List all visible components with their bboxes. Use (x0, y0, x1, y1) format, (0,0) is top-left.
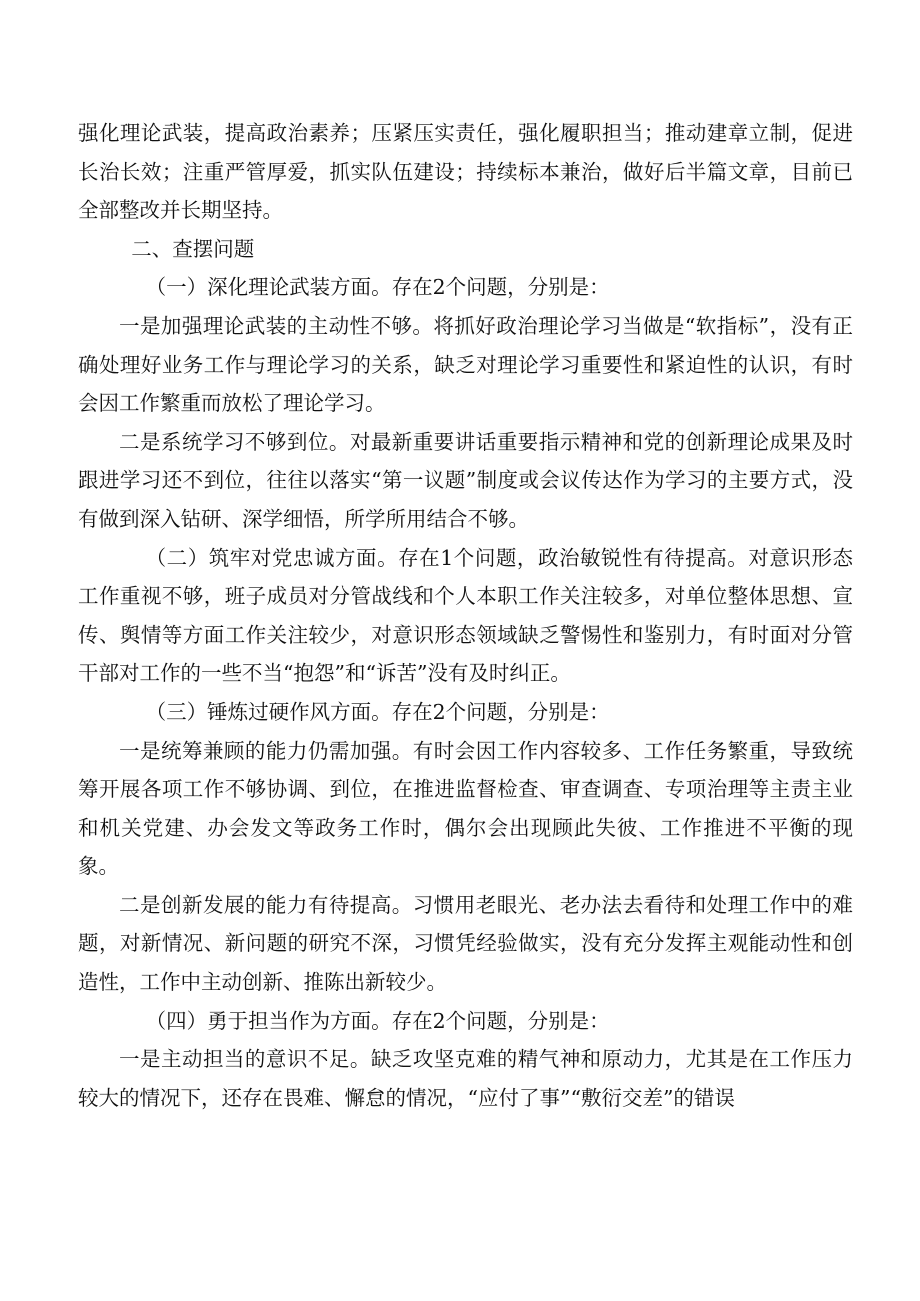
subsection-heading-3: （三）锤炼过硬作风方面。存在2个问题，分别是： (145, 699, 610, 724)
subsection-heading-4: （四）勇于担当作为方面。存在2个问题，分别是： (145, 1008, 610, 1033)
document-body (78, 114, 853, 1117)
paragraph: 一是主动担当的意识不足。缺乏攻坚克难的精气神和原动力，尤其是在工作压力较大的情况下，还存在畏难、懈怠的情况，“应付了事”“敷衍交差”的错误 (78, 1047, 853, 1110)
paragraph: 二是系统学习不够到位。对最新重要讲话重要指示精神和党的创新理论成果及时跟进学习还不到位，往往以落实“第一议题”制度或会议传达作为学习的主要方式，没有做到深入钻研、深学细悟，所学所用结合不够。 (78, 429, 853, 531)
subsection-heading-1: （一）深化理论武装方面。存在2个问题，分别是： (145, 275, 610, 300)
subsection-paragraph-2: （二）筑牢对党忠诚方面。存在1个问题，政治敏锐性有待提高。对意识形态工作重视不够，班子成员对分管战线和个人本职工作关注较多，对单位整体思想、宣传、舆情等方面工作关注较少，对意识形态领域缺乏警惕性和鉴别力，有时面对分管干部对工作的一些不当“抱怨”和“诉苦”没有及时纠正。 (78, 545, 853, 686)
paragraph: 一是统筹兼顾的能力仍需加强。有时会因工作内容较多、工作任务繁重，导致统筹开展各项工作不够协调、到位，在推进监督检查、审查调查、专项治理等主责主业和机关党建、办会发文等政务工作时，偶尔会出现顾此失彼、工作推进不平衡的现象。 (78, 738, 853, 879)
paragraph: 一是加强理论武装的主动性不够。将抓好政治理论学习当做是“软指标”，没有正确处理好业务工作与理论学习的关系，缺乏对理论学习重要性和紧迫性的认识，有时会因工作繁重而放松了理论学习。 (78, 313, 853, 416)
continued-paragraph: 强化理论武装，提高政治素养；压紧压实责任，强化履职担当；推动建章立制，促进长治长效；注重严管厚爱，抓实队伍建设；持续标本兼治，做好后半篇文章，目前已全部整改并长期坚持。 (78, 121, 853, 223)
paragraph: 二是创新发展的能力有待提高。习惯用老眼光、老办法去看待和处理工作中的难题，对新情况、新问题的研究不深，习惯凭经验做实，没有充分发挥主观能动性和创造性，工作中主动创新、推陈出新较少。 (78, 892, 853, 995)
section-heading: 二、查摆问题 (131, 236, 255, 261)
